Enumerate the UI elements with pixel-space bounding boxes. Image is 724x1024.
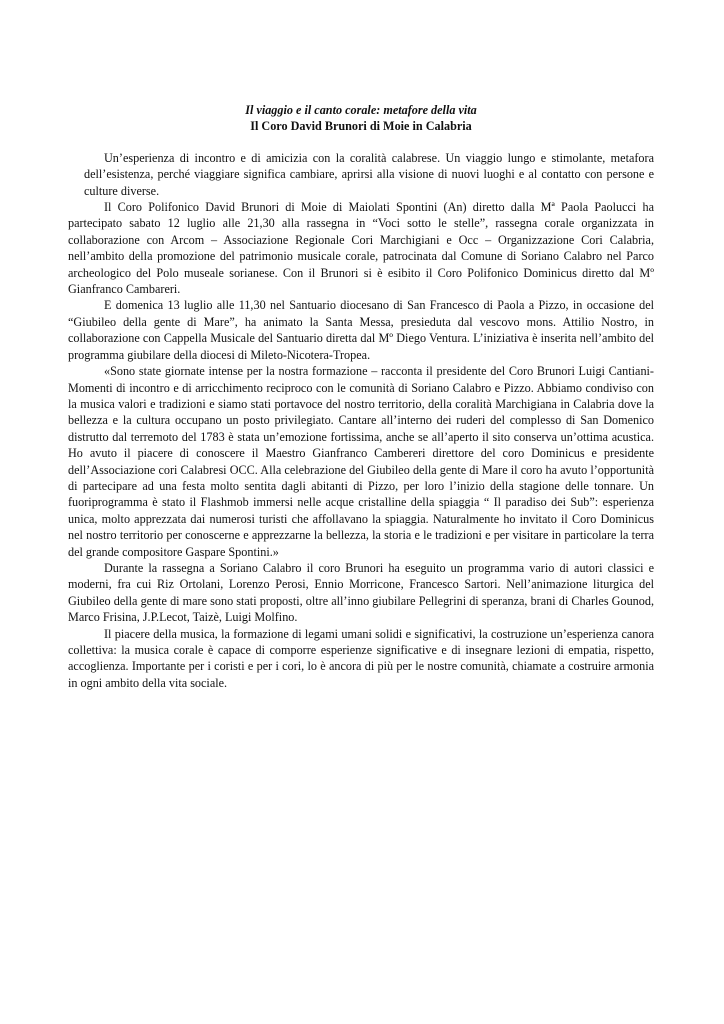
paragraph-conclusione: Il piacere della musica, la formazione di legami umani solidi e significativi, la costruzione un’esperienza canora collettiva: la musica corale è capace di comporre esperienze significative e di insegnare lezioni di empatia, rispetto, accoglienza. Importante per i coristi e per i cori, lo è ancora di più per le nostre comunità, chiamate a costruire armonia in ogni ambito della vita sociale.	[68, 626, 654, 690]
paragraph-programma: Durante la rassegna a Soriano Calabro il coro Brunori ha eseguito un programma vario di autori classici e moderni, fra cui Riz Ortolani, Lorenzo Perosi, Ennio Morricone, Francesco Sartori. Nell’animazione liturgica del Giubileo della gente di mare sono stati proposti, oltre all’inno giubilare Pellegrini di speranza, brani di Charles Gounod, Marco Frisina, J.P.Lecot, Taizè, Luigi Molfino.	[68, 560, 654, 625]
paragraph-quote: «Sono state giornate intense per la nostra formazione – racconta il presidente del Coro Brunori Luigi Cantiani- Momenti di incontro e di arricchimento reciproco con le comunità di Soriano Calabro e Pizzo. Abbiamo condiviso con la musica valori e tradizioni e siamo stati portavoce del nostro territorio, della coralità Marchigiana in Calabria dove la bellezza e la cultura occupano un posto privilegiato. Cantare all’interno dei ruderi del complesso di San Domenico distrutto dal terremoto del 1783 è stata un’emozione fortissima, anche se all’aperto il sito conserva un’ottima acustica. Ho avuto il piacere di conoscere il Maestro Gianfranco Cambereri direttore del coro Dominicus e presidente dell’Associazione cori Calabresi OCC. Alla celebrazione del Giubileo della gente di Mare il coro ha avuto l’opportunità di partecipare ad una festa molto sentita dagli abitanti di Pizzo, per loro l’inizio della stagione delle tonnare. Un fuoriprogramma è stato il Flashmob immersi nelle acque cristalline della spiaggia “ Il paradiso dei Sub”: esperienza unica, molto apprezzata dai numerosi turisti che affollavano la spiaggia. Naturalmente ho invitato il Coro Dominicus nel nostro territorio per conoscerne e apprezzarne la bellezza, la storia e le tradizioni e per visitare in particolare la terra del grande compositore Gaspare Spontini.»	[68, 364, 654, 559]
article-header	[68, 102, 654, 135]
paragraph-giubileo: E domenica 13 luglio alle 11,30 nel Santuario diocesano di San Francesco di Paola a Pizzo, in occasione del “Giubileo della gente di Mare”, ha animato la Santa Messa, presieduta dal vescovo mons. Attilio Nostro, in collaborazione con Cappella Musicale del Santuario diretta dal Mº Diego Ventura. L’iniziativa è inserita nell’ambito del programma giubilare della diocesi di Mileto-Nicotera-Tropea.	[68, 298, 654, 362]
article-subtitle: Il Coro David Brunori di Moie in Calabria	[250, 119, 472, 134]
article-body	[68, 102, 654, 691]
paragraph-rassegna: Il Coro Polifonico David Brunori di Moie di Maiolati Spontini (An) diretto dalla Mª Paola Paolucci ha partecipato sabato 12 luglio alle 21,30 alla rassegna in “Voci sotto le stelle”, rassegna corale organizzata in collaborazione con Arcom – Associazione Regionale Cori Marchigiani e Occ – Organizzazione Cori Calabria, nell’ambito della promozione del patrimonio musicale corale, patrocinata dal Comune di Soriano Calabro nel Parco archeologico del Polo museale sorianese. Con il Brunori si è esibito il Coro Polifonico Dominicus diretto dal Mº Gianfranco Cambareri.	[68, 200, 654, 297]
article-title: Il viaggio e il canto corale: metafore della vita	[245, 103, 477, 117]
paragraph-intro: Un’esperienza di incontro e di amicizia con la coralità calabrese. Un viaggio lungo e stimolante, metafora dell’esistenza, perché viaggiare significa cambiare, aprirsi alla visione di nuovi luoghi e al contatto con persone e culture diverse.	[84, 150, 654, 198]
